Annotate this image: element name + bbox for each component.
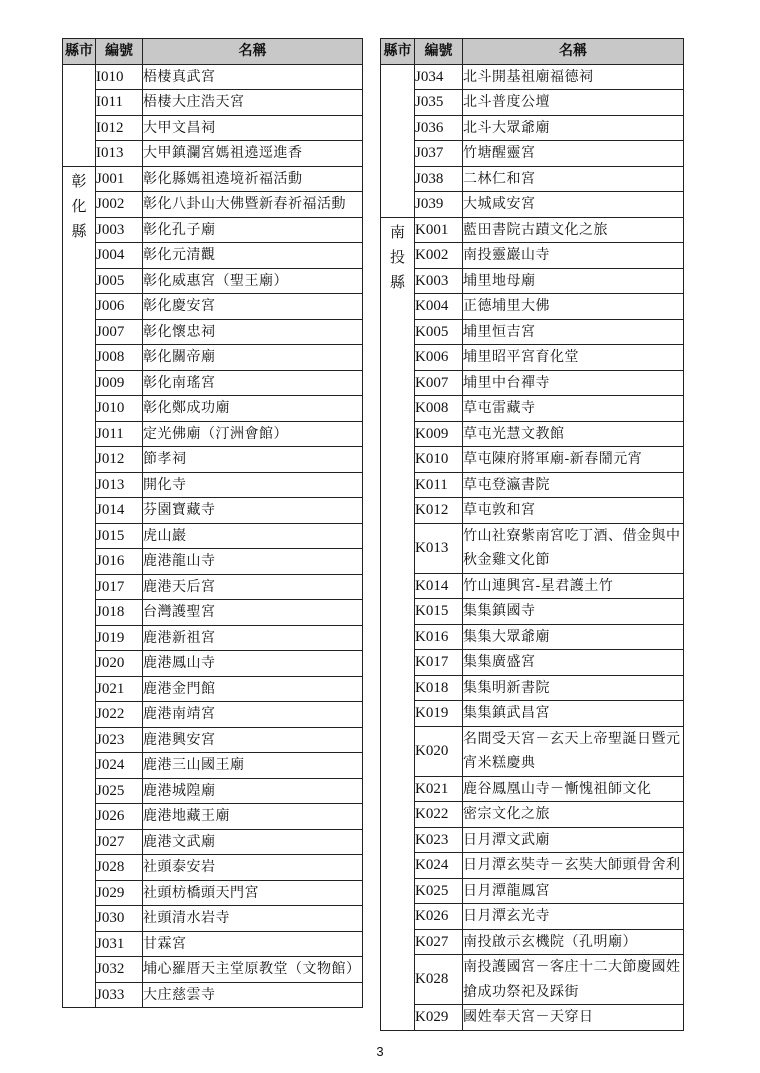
code-cell: J024 — [96, 753, 143, 779]
code-cell: K011 — [415, 472, 463, 498]
header-code: 編號 — [415, 39, 463, 65]
code-cell: J037 — [415, 141, 463, 167]
left-table-body — [63, 64, 363, 1008]
name-cell: 日月潭玄奘寺－玄奘大師頭骨舍利 — [463, 853, 684, 879]
code-cell: K008 — [415, 396, 463, 422]
table-row — [63, 345, 363, 371]
name-cell: 甘霖宮 — [143, 931, 363, 957]
county-cell: 南投縣 — [381, 217, 415, 1030]
name-cell: 國姓奉天宮－天穿日 — [463, 1005, 684, 1031]
table-row — [381, 650, 684, 676]
header-name: 名稱 — [463, 39, 684, 65]
name-cell: 彰化縣媽祖遶境祈福活動 — [143, 166, 363, 192]
code-cell: J003 — [96, 217, 143, 243]
table-row — [381, 64, 684, 90]
name-cell: 名間受天宮－玄天上帝聖誕日暨元宵米糕慶典 — [463, 726, 684, 776]
table-row — [381, 573, 684, 599]
name-cell: 南投護國宮－客庄十二大節慶國姓搶成功祭祀及踩街 — [463, 955, 684, 1005]
table-row — [381, 268, 684, 294]
name-cell: 草屯光慧文教館 — [463, 421, 684, 447]
name-cell: 鹿港鳳山寺 — [143, 651, 363, 677]
code-cell: J018 — [96, 600, 143, 626]
code-cell: J032 — [96, 957, 143, 983]
table-row — [381, 624, 684, 650]
code-cell: K007 — [415, 370, 463, 396]
table-row — [381, 472, 684, 498]
table-row — [63, 472, 363, 498]
table-row — [381, 523, 684, 573]
table-row — [63, 523, 363, 549]
code-cell: I012 — [96, 115, 143, 141]
code-cell: J010 — [96, 396, 143, 422]
table-row — [63, 957, 363, 983]
table-row — [381, 1005, 684, 1031]
name-cell: 集集明新書院 — [463, 675, 684, 701]
name-cell: 埔里昭平宮育化堂 — [463, 345, 684, 371]
name-cell: 鹿港金門館 — [143, 676, 363, 702]
page-number: 3 — [376, 1044, 384, 1059]
code-cell: K005 — [415, 319, 463, 345]
table-row — [381, 701, 684, 727]
table-row — [381, 599, 684, 625]
table-row — [63, 115, 363, 141]
name-cell: 大甲鎮瀾宮媽祖遶逕進香 — [143, 141, 363, 167]
table-row — [63, 396, 363, 422]
name-cell: 虎山巖 — [143, 523, 363, 549]
code-cell: K002 — [415, 243, 463, 269]
table-row — [63, 574, 363, 600]
code-cell: K025 — [415, 878, 463, 904]
name-cell: 集集大眾爺廟 — [463, 624, 684, 650]
code-cell: J038 — [415, 166, 463, 192]
name-cell: 彰化慶安宮 — [143, 294, 363, 320]
name-cell: 台灣護聖宮 — [143, 600, 363, 626]
name-cell: 大甲文昌祠 — [143, 115, 363, 141]
table-row — [381, 447, 684, 473]
table-row — [381, 904, 684, 930]
name-cell: 藍田書院古蹟文化之旅 — [463, 217, 684, 243]
code-cell: I013 — [96, 141, 143, 167]
code-cell: J026 — [96, 804, 143, 830]
code-cell: K003 — [415, 268, 463, 294]
name-cell: 梧棲真武宮 — [143, 64, 363, 90]
name-cell: 日月潭文武廟 — [463, 827, 684, 853]
table-row — [63, 753, 363, 779]
code-cell: J016 — [96, 549, 143, 575]
table-row — [381, 396, 684, 422]
name-cell: 集集鎮國寺 — [463, 599, 684, 625]
table-row — [381, 345, 684, 371]
name-cell: 彰化元清觀 — [143, 243, 363, 269]
name-cell: 北斗普度公壇 — [463, 90, 684, 116]
name-cell: 埔里中台禪寺 — [463, 370, 684, 396]
name-cell: 北斗大眾爺廟 — [463, 115, 684, 141]
code-cell: J031 — [96, 931, 143, 957]
table-row — [381, 776, 684, 802]
name-cell: 大庄慈雲寺 — [143, 982, 363, 1008]
table-row — [381, 929, 684, 955]
header-code: 編號 — [96, 39, 143, 65]
code-cell: K029 — [415, 1005, 463, 1031]
name-cell: 集集廣盛宮 — [463, 650, 684, 676]
code-cell: J017 — [96, 574, 143, 600]
code-cell: J021 — [96, 676, 143, 702]
table-row — [63, 880, 363, 906]
name-cell: 定光佛廟（汀洲會館） — [143, 421, 363, 447]
code-cell: K010 — [415, 447, 463, 473]
name-cell: 南投啟示玄機院（孔明廟） — [463, 929, 684, 955]
code-cell: J004 — [96, 243, 143, 269]
right-registry-table — [380, 38, 684, 1031]
code-cell: K020 — [415, 726, 463, 776]
name-cell: 彰化懷忠祠 — [143, 319, 363, 345]
table-row — [63, 268, 363, 294]
code-cell: J033 — [96, 982, 143, 1008]
code-cell: J035 — [415, 90, 463, 116]
table-row — [63, 855, 363, 881]
table-row — [63, 498, 363, 524]
table-row — [381, 802, 684, 828]
header-name: 名稱 — [143, 39, 363, 65]
table-row — [381, 675, 684, 701]
name-cell: 集集鎮武昌宮 — [463, 701, 684, 727]
name-cell: 開化寺 — [143, 472, 363, 498]
code-cell: K012 — [415, 498, 463, 524]
table-row — [381, 243, 684, 269]
name-cell: 埔里恒吉宮 — [463, 319, 684, 345]
name-cell: 鹿港南靖宮 — [143, 702, 363, 728]
name-cell: 梧棲大庄浩天宮 — [143, 90, 363, 116]
code-cell: K022 — [415, 802, 463, 828]
name-cell: 鹿港三山國王廟 — [143, 753, 363, 779]
code-cell: J036 — [415, 115, 463, 141]
table-row — [381, 192, 684, 218]
code-cell: K028 — [415, 955, 463, 1005]
code-cell: K009 — [415, 421, 463, 447]
table-row — [381, 421, 684, 447]
table-row — [63, 370, 363, 396]
table-row — [63, 906, 363, 932]
code-cell: J012 — [96, 447, 143, 473]
code-cell: I010 — [96, 64, 143, 90]
name-cell: 鹿谷鳳凰山寺－慚愧祖師文化 — [463, 776, 684, 802]
code-cell: J013 — [96, 472, 143, 498]
name-cell: 鹿港興安宮 — [143, 727, 363, 753]
name-cell: 社頭清水岩寺 — [143, 906, 363, 932]
county-cell — [381, 64, 415, 217]
code-cell: J029 — [96, 880, 143, 906]
name-cell: 社頭枋橋頭天門宮 — [143, 880, 363, 906]
header-county: 縣市 — [63, 39, 96, 65]
code-cell: J009 — [96, 370, 143, 396]
code-cell: J039 — [415, 192, 463, 218]
table-row — [63, 192, 363, 218]
table-row — [381, 166, 684, 192]
code-cell: K026 — [415, 904, 463, 930]
code-cell: I011 — [96, 90, 143, 116]
table-row — [63, 982, 363, 1008]
name-cell: 北斗開基祖廟福德祠 — [463, 64, 684, 90]
name-cell: 草屯陳府將軍廟-新春鬧元宵 — [463, 447, 684, 473]
code-cell: J023 — [96, 727, 143, 753]
table-row — [63, 651, 363, 677]
table-row — [63, 166, 363, 192]
code-cell: K006 — [415, 345, 463, 371]
code-cell: J011 — [96, 421, 143, 447]
name-cell: 芬園寶藏寺 — [143, 498, 363, 524]
table-row — [63, 676, 363, 702]
name-cell: 鹿港龍山寺 — [143, 549, 363, 575]
table-row — [63, 243, 363, 269]
table-row — [381, 878, 684, 904]
code-cell: J015 — [96, 523, 143, 549]
table-row — [63, 778, 363, 804]
table-row — [63, 600, 363, 626]
name-cell: 彰化鄭成功廟 — [143, 396, 363, 422]
code-cell: K016 — [415, 624, 463, 650]
right-table-body — [381, 64, 684, 1030]
name-cell: 節孝祠 — [143, 447, 363, 473]
left-registry-table — [62, 38, 363, 1008]
table-row — [63, 447, 363, 473]
code-cell: J020 — [96, 651, 143, 677]
county-cell — [63, 64, 96, 166]
code-cell: J006 — [96, 294, 143, 320]
code-cell: J028 — [96, 855, 143, 881]
name-cell: 鹿港地藏王廟 — [143, 804, 363, 830]
table-row — [63, 319, 363, 345]
name-cell: 日月潭玄光寺 — [463, 904, 684, 930]
code-cell: J027 — [96, 829, 143, 855]
table-row — [63, 421, 363, 447]
table-row — [63, 141, 363, 167]
code-cell: J025 — [96, 778, 143, 804]
name-cell: 彰化威惠宮（聖王廟） — [143, 268, 363, 294]
table-row — [63, 931, 363, 957]
code-cell: J002 — [96, 192, 143, 218]
right-header-row — [381, 39, 684, 65]
name-cell: 密宗文化之旅 — [463, 802, 684, 828]
name-cell: 大城咸安宮 — [463, 192, 684, 218]
table-row — [63, 829, 363, 855]
name-cell: 正德埔里大佛 — [463, 294, 684, 320]
table-row — [63, 549, 363, 575]
header-county: 縣市 — [381, 39, 415, 65]
name-cell: 南投靈巖山寺 — [463, 243, 684, 269]
name-cell: 埔里地母廟 — [463, 268, 684, 294]
name-cell: 草屯敦和宮 — [463, 498, 684, 524]
name-cell: 鹿港文武廟 — [143, 829, 363, 855]
table-row — [381, 115, 684, 141]
code-cell: J022 — [96, 702, 143, 728]
table-row — [63, 217, 363, 243]
table-row — [381, 370, 684, 396]
code-cell: K017 — [415, 650, 463, 676]
name-cell: 彰化關帝廟 — [143, 345, 363, 371]
code-cell: K024 — [415, 853, 463, 879]
code-cell: J008 — [96, 345, 143, 371]
table-row — [63, 625, 363, 651]
code-cell: J007 — [96, 319, 143, 345]
code-cell: K015 — [415, 599, 463, 625]
table-row — [381, 90, 684, 116]
table-row — [381, 498, 684, 524]
left-header-row — [63, 39, 363, 65]
name-cell: 二林仁和宮 — [463, 166, 684, 192]
code-cell: K018 — [415, 675, 463, 701]
table-row — [381, 319, 684, 345]
name-cell: 鹿港新祖宮 — [143, 625, 363, 651]
code-cell: K004 — [415, 294, 463, 320]
table-row — [381, 853, 684, 879]
code-cell: K023 — [415, 827, 463, 853]
table-row — [381, 141, 684, 167]
name-cell: 竹山連興宮-星君護土竹 — [463, 573, 684, 599]
code-cell: K001 — [415, 217, 463, 243]
name-cell: 彰化八卦山大佛暨新春祈福活動 — [143, 192, 363, 218]
table-row — [381, 294, 684, 320]
code-cell: K027 — [415, 929, 463, 955]
name-cell: 草屯雷藏寺 — [463, 396, 684, 422]
table-row — [63, 702, 363, 728]
name-cell: 日月潭龍鳳宮 — [463, 878, 684, 904]
code-cell: J001 — [96, 166, 143, 192]
name-cell: 彰化孔子廟 — [143, 217, 363, 243]
name-cell: 鹿港城隍廟 — [143, 778, 363, 804]
code-cell: J034 — [415, 64, 463, 90]
table-row — [381, 726, 684, 776]
table-row — [63, 294, 363, 320]
code-cell: K013 — [415, 523, 463, 573]
table-row — [381, 827, 684, 853]
county-cell: 彰化縣 — [63, 166, 96, 1008]
table-row — [381, 217, 684, 243]
table-row — [63, 727, 363, 753]
table-row — [63, 804, 363, 830]
name-cell: 鹿港天后宮 — [143, 574, 363, 600]
name-cell: 竹塘醒靈宮 — [463, 141, 684, 167]
name-cell: 彰化南瑤宮 — [143, 370, 363, 396]
table-row — [381, 955, 684, 1005]
code-cell: K019 — [415, 701, 463, 727]
name-cell: 竹山社寮紫南宮吃丁酒、借金與中秋金雞文化節 — [463, 523, 684, 573]
name-cell: 草屯登瀛書院 — [463, 472, 684, 498]
name-cell: 埔心羅厝天主堂原教堂（文物館） — [143, 957, 363, 983]
table-row — [63, 64, 363, 90]
code-cell: K014 — [415, 573, 463, 599]
code-cell: J019 — [96, 625, 143, 651]
code-cell: J014 — [96, 498, 143, 524]
table-row — [63, 90, 363, 116]
code-cell: J030 — [96, 906, 143, 932]
code-cell: J005 — [96, 268, 143, 294]
code-cell: K021 — [415, 776, 463, 802]
name-cell: 社頭泰安岩 — [143, 855, 363, 881]
